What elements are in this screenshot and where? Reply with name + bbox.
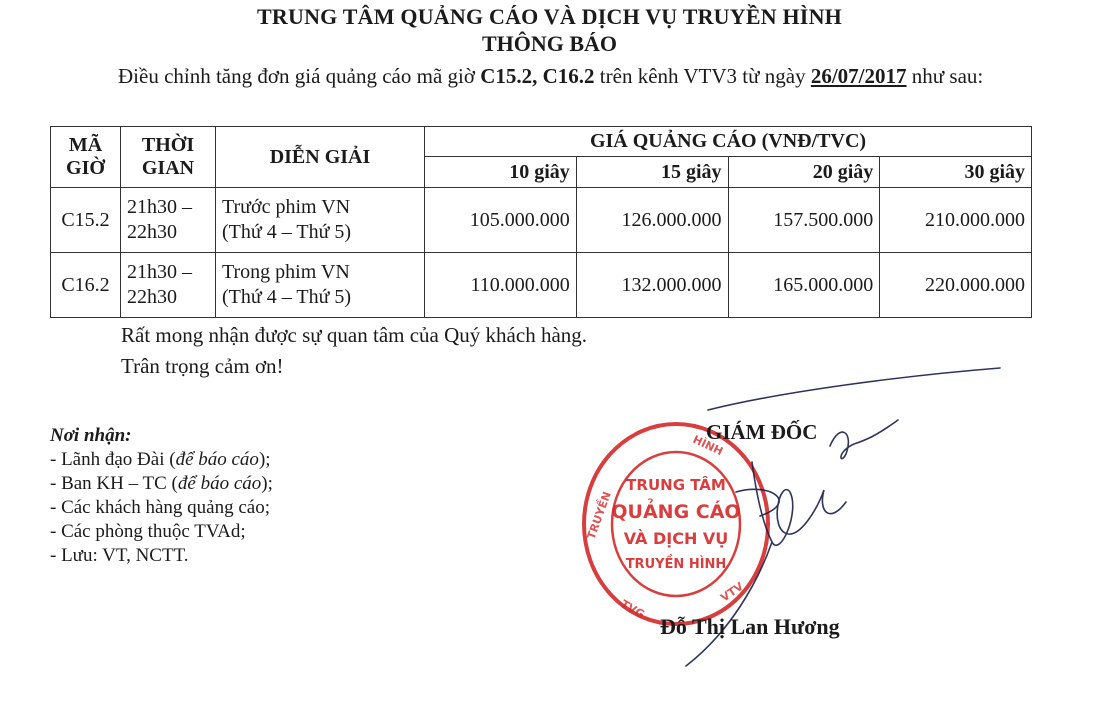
recipient-text: - Ban KH – TC ( <box>50 473 178 494</box>
recipient-text: - Lãnh đạo Đài ( <box>50 449 176 470</box>
recipient-end: ); <box>258 449 271 470</box>
row-time-line1: 21h30 – <box>127 261 192 283</box>
list-item <box>50 544 273 568</box>
signer-role: GIÁM ĐỐC <box>706 420 818 444</box>
row-time-line2: 22h30 <box>127 286 177 308</box>
stamp-line-2: QUẢNG CÁO <box>611 501 741 523</box>
svg-text:TVG: TVG <box>618 597 647 622</box>
recipient-note: để báo cáo <box>177 473 262 494</box>
row-desc-line2: (Thứ 4 – Thứ 5) <box>222 286 352 308</box>
svg-text:VTV: VTV <box>718 579 746 605</box>
table-row <box>51 188 1032 253</box>
header-duration-10: 10 giây <box>425 157 577 188</box>
stamp-line-4: TRUYỀN HÌNH <box>625 557 727 572</box>
intro-text-1: Điều chỉnh tăng đơn giá quảng cáo mã giờ <box>118 64 481 88</box>
intro-text-3: như sau: <box>906 64 984 88</box>
svg-text:HÌNH: HÌNH <box>690 432 725 459</box>
list-item <box>50 448 273 472</box>
recipient-text: - Các phòng thuộc TVAd; <box>50 521 246 542</box>
recipient-text: - Lưu: VT, NCTT. <box>50 545 189 566</box>
closing-text <box>121 320 587 382</box>
row-price-30: 210.000.000 <box>880 188 1032 253</box>
row-time-line1: 21h30 – <box>127 196 192 218</box>
header-duration-30: 30 giây <box>880 157 1032 188</box>
svg-text:TRUYỀN: TRUYỀN <box>584 489 614 542</box>
row-price-10: 105.000.000 <box>425 188 577 253</box>
row-description <box>216 188 425 253</box>
row-code: C15.2 <box>51 188 121 253</box>
closing-line-1: Rất mong nhận được sự quan tâm của Quý khách hàng. <box>121 323 588 347</box>
stamp-line-1: TRUNG TÂM <box>626 476 726 494</box>
row-price-20: 157.500.000 <box>728 188 880 253</box>
signer-name: Đỗ Thị Lan Hương <box>660 614 840 639</box>
row-time <box>121 188 216 253</box>
row-desc-line1: Trong phim VN <box>222 261 350 283</box>
recipient-note: để báo cáo <box>175 449 259 470</box>
row-desc-line1: Trước phim VN <box>222 196 351 218</box>
list-item <box>50 472 273 496</box>
header-duration-20: 20 giây <box>728 157 880 188</box>
table-header-row <box>51 127 1032 157</box>
stamp-line-3: VÀ DỊCH VỤ <box>623 529 729 548</box>
row-time <box>121 253 216 318</box>
recipients-title: Nơi nhận: <box>50 425 132 446</box>
list-item <box>50 496 273 520</box>
row-code: C16.2 <box>51 253 121 318</box>
intro-paragraph <box>50 60 1030 92</box>
header-code-line2: GIỜ <box>66 157 105 179</box>
row-desc-line2: (Thứ 4 – Thứ 5) <box>222 221 352 243</box>
organization-name: TRUNG TÂM QUẢNG CÁO VÀ DỊCH VỤ TRUYỀN HÌNH <box>257 4 842 29</box>
document-title: THÔNG BÁO <box>481 31 618 56</box>
header-time-line2: GIAN <box>141 157 195 179</box>
row-price-15: 126.000.000 <box>576 188 728 253</box>
row-description <box>216 253 425 318</box>
intro-text-2: trên kênh VTV3 từ ngày <box>594 64 811 88</box>
row-price-10: 110.000.000 <box>425 253 577 318</box>
header-code <box>51 127 121 188</box>
intro-codes: C15.2, C16.2 <box>480 64 595 88</box>
list-item <box>50 520 273 544</box>
header-time-line1: THỜI <box>141 134 195 156</box>
row-price-30: 220.000.000 <box>880 253 1032 318</box>
header-price-group: GIÁ QUẢNG CÁO (VNĐ/TVC) <box>425 127 1032 157</box>
recipient-text: - Các khách hàng quảng cáo; <box>50 497 270 518</box>
row-price-15: 132.000.000 <box>576 253 728 318</box>
header-description: DIỄN GIẢI <box>216 127 425 188</box>
header-duration-15: 15 giây <box>576 157 728 188</box>
closing-line-2: Trân trọng cảm ơn! <box>121 354 284 378</box>
intro-date: 26/07/2017 <box>810 64 907 88</box>
price-table <box>50 126 1032 318</box>
row-time-line2: 22h30 <box>127 221 177 243</box>
row-price-20: 165.000.000 <box>728 253 880 318</box>
recipient-end: ); <box>261 473 273 494</box>
table-row <box>51 253 1032 318</box>
header-code-line1: MÃ <box>68 134 103 156</box>
recipients-block <box>50 424 273 568</box>
header-time <box>121 127 216 188</box>
